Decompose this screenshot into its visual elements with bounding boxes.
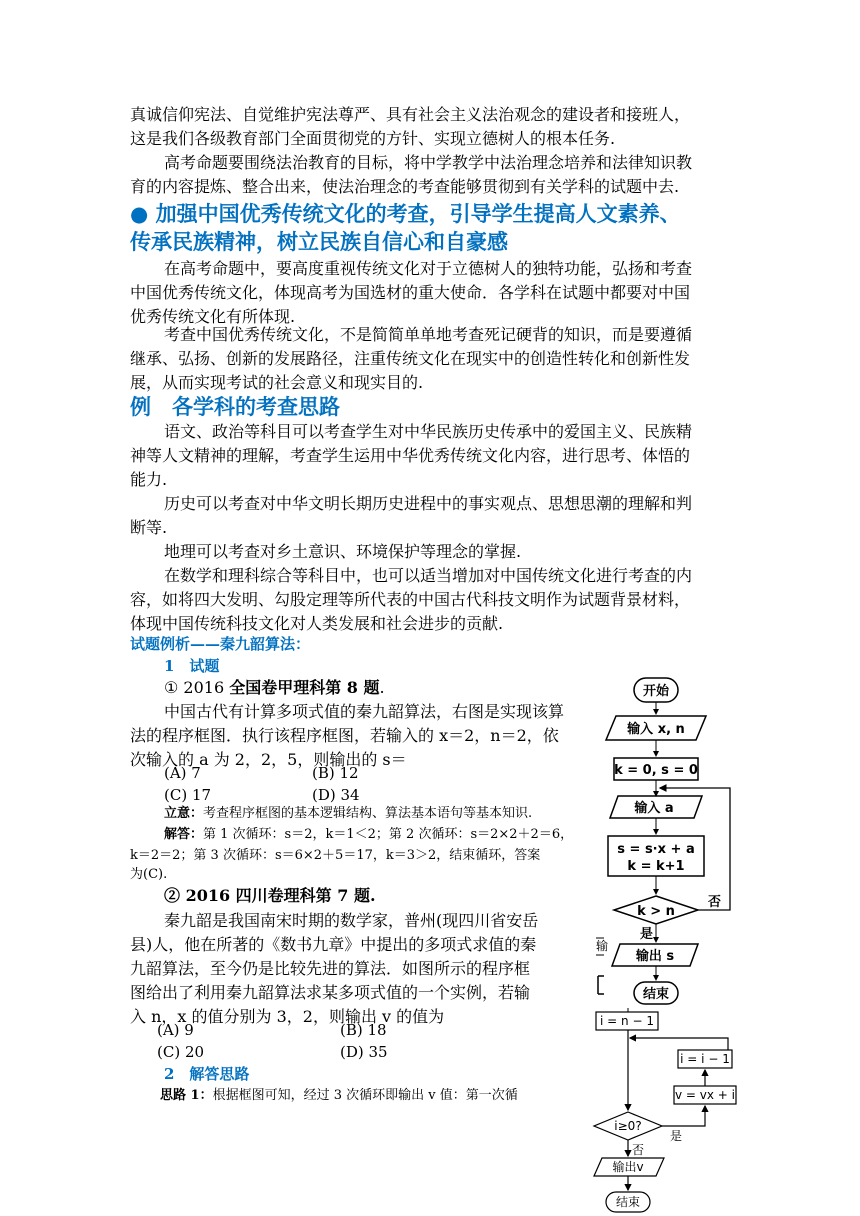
q1-intent: [164, 803, 532, 825]
q2-line-2: 县)人，他在所著的《数书九章》中提出的多项式求值的秦: [130, 935, 537, 954]
example-p4-l2: 容，如将四大发明、勾股定理等所代表的中国古代科技文明作为试题背景材料，: [130, 590, 691, 609]
intent-label: 立意：: [164, 806, 204, 821]
q1-answer-l3: 为(C).: [130, 867, 168, 882]
fc2-init-label: i = n − 1: [600, 1014, 654, 1028]
case-title: 试题例析——秦九韶算法：: [130, 635, 311, 653]
q1-answer-l1: [164, 824, 573, 846]
fc1-start-label: 开始: [642, 684, 670, 699]
q1-option-b: (B) 12: [312, 764, 359, 782]
idea-1: [160, 1085, 518, 1107]
case-sub-2: 2 解答思路: [164, 1065, 250, 1083]
q1-answer-l2: k＝2＝2；第 3 次循环：s＝6×2＋5＝17，k＝3＞2，结束循环，答案: [130, 848, 541, 863]
example-heading: 例 各学科的考查思路: [130, 395, 340, 419]
fc1-condition-label: k > n: [637, 904, 675, 919]
fc1-init-label: k = 0, s = 0: [614, 763, 698, 778]
q2-line-1: 秦九韶是我国南宋时期的数学家，普州(现四川省安岳: [164, 911, 539, 930]
fc2-no-label: 否: [632, 1143, 645, 1157]
section-p2-l1: 考查中国优秀传统文化，不是简简单单地考查死记硬背的知识，而是要遵循: [164, 325, 693, 344]
section-heading-line-1: ● 加强中国优秀传统文化的考查，引导学生提高人文素养、: [130, 202, 681, 226]
q2-option-b: (B) 18: [340, 1021, 387, 1039]
fc2-condition-label: i≥0?: [614, 1119, 642, 1133]
idea-text: 根据框图可知，经过 3 次循环即输出 v 值：第一次循: [212, 1088, 518, 1103]
q1-line-3: 次输入的 a 为 2，2，5，则输出的 s＝: [130, 750, 407, 769]
example-p1-l1: 语文、政治等科目可以考查学生对中华民族历史传承中的爱国主义、民族精: [164, 422, 693, 441]
example-p2-l1: 历史可以考查对中华文明长期历史进程中的事实观点、思想思潮的理解和判: [164, 494, 693, 513]
q2-option-d: (D) 35: [340, 1043, 388, 1061]
fc1-yes-label: 是: [640, 927, 654, 942]
q1-line-1: 中国古代有计算多项式值的秦九韶算法，右图是实现该算: [164, 702, 565, 721]
q1-title: ① 2016 全国卷甲理科第 8 题.: [164, 678, 385, 697]
intro-line-3: 高考命题要围绕法治教育的目标，将中学教学中法治理念培养和法律知识教: [164, 153, 693, 172]
flowchart-qinjiushao-1: [598, 672, 738, 1012]
example-p3: 地理可以考查对乡土意识、环境保护等理念的掌握.: [164, 542, 522, 561]
intro-line-1: 真诚信仰宪法、自觉维护宪法尊严、具有社会主义法治观念的建设者和接班人，: [130, 105, 691, 124]
fc2-yes-label: 是: [670, 1129, 683, 1143]
answer-text-1: 第 1 次循环：s＝2，k＝1＜2；第 2 次循环：s＝2×2＋2＝6，: [203, 827, 574, 842]
fc1-input-xn-label: 输入 x, n: [627, 722, 685, 737]
q2-line-3: 九韶算法，至今仍是比较先进的算法．如图所示的程序框: [130, 959, 531, 978]
fc1-partial-fragment: 输: [596, 939, 609, 953]
fc2-update-label: v = vx + i: [674, 1088, 736, 1102]
fc1-update-2: k = k+1: [627, 859, 685, 874]
fc2-dec-label: i = i − 1: [680, 1052, 730, 1066]
q2-option-a: (A) 9: [157, 1021, 194, 1039]
example-p4-l1: 在数学和理科综合等科目中，也可以适当增加对中国传统文化进行考查的内: [164, 566, 693, 585]
example-p2-l2: 断等.: [130, 518, 168, 537]
section-p1-l1: 在高考命题中，要高度重视传统文化对于立德树人的独特功能，弘扬和考查: [164, 259, 693, 278]
idea-label: 思路 1：: [160, 1088, 213, 1103]
section-p1-l2: 中国优秀传统文化，体现高考为国选材的重大使命．各学科在试题中都要对中国: [130, 283, 691, 302]
q1-option-c: (C) 17: [164, 786, 212, 804]
fc1-no-label: 否: [708, 895, 722, 910]
section-p2-l3: 展，从而实现考试的社会意义和现实目的.: [130, 373, 424, 392]
section-heading-line-2: 传承民族精神，树立民族自信心和自豪感: [130, 230, 508, 254]
q2-title: ② 2016 四川卷理科第 7 题.: [164, 886, 376, 905]
fc1-output-label: 输出 s: [635, 949, 675, 964]
q1-line-2: 法的程序框图．执行该程序框图，若输入的 x＝2，n＝2，依: [130, 726, 559, 745]
q1-option-a: (A) 7: [164, 764, 201, 782]
example-p4-l3: 体现中国传统科技文化对人类发展和社会进步的贡献.: [130, 614, 504, 633]
intro-line-2: 这是我们各级教育部门全面贯彻党的方针、实现立德树人的根本任务.: [130, 129, 616, 148]
fc2-output-label: 输出v: [612, 1160, 644, 1174]
fc2-end-label: 结束: [615, 1195, 641, 1209]
intent-text: 考查程序框图的基本逻辑结构、算法基本语句等基本知识.: [203, 806, 533, 821]
answer-label: 解答：: [164, 827, 204, 842]
flowchart-qinjiushao-2: [588, 1008, 748, 1216]
q2-line-5: 入 n，x 的值分别为 3，2，则输出 v 的值为: [130, 1007, 445, 1026]
fc1-end-label: 结束: [642, 987, 670, 1002]
fc1-input-a-label: 输入 a: [634, 801, 674, 816]
q1-option-d: (D) 34: [312, 786, 360, 804]
example-p1-l3: 能力.: [130, 470, 168, 489]
intro-line-4: 育的内容提炼、整合出来，使法治理念的考查能够贯彻到有关学科的试题中去.: [130, 177, 680, 196]
q2-option-c: (C) 20: [157, 1043, 205, 1061]
fc1-update-1: s = s·x + a: [617, 842, 695, 857]
q1-title-bold: 全国卷甲理科第 8 题: [229, 678, 380, 697]
section-p2-l2: 继承、弘扬、创新的发展路径，注重传统文化在现实中的创造性转化和创新性发: [130, 349, 691, 368]
q1-title-prefix: ① 2016: [164, 678, 230, 697]
section-p1-l3: 优秀传统文化有所体现.: [130, 307, 296, 326]
example-p1-l2: 神等人文精神的理解，考查学生运用中华优秀传统文化内容，进行思考、体悟的: [130, 446, 691, 465]
q2-line-4: 图给出了利用秦九韶算法求某多项式值的一个实例，若输: [130, 983, 531, 1002]
case-sub-1: 1 试题: [164, 657, 220, 675]
